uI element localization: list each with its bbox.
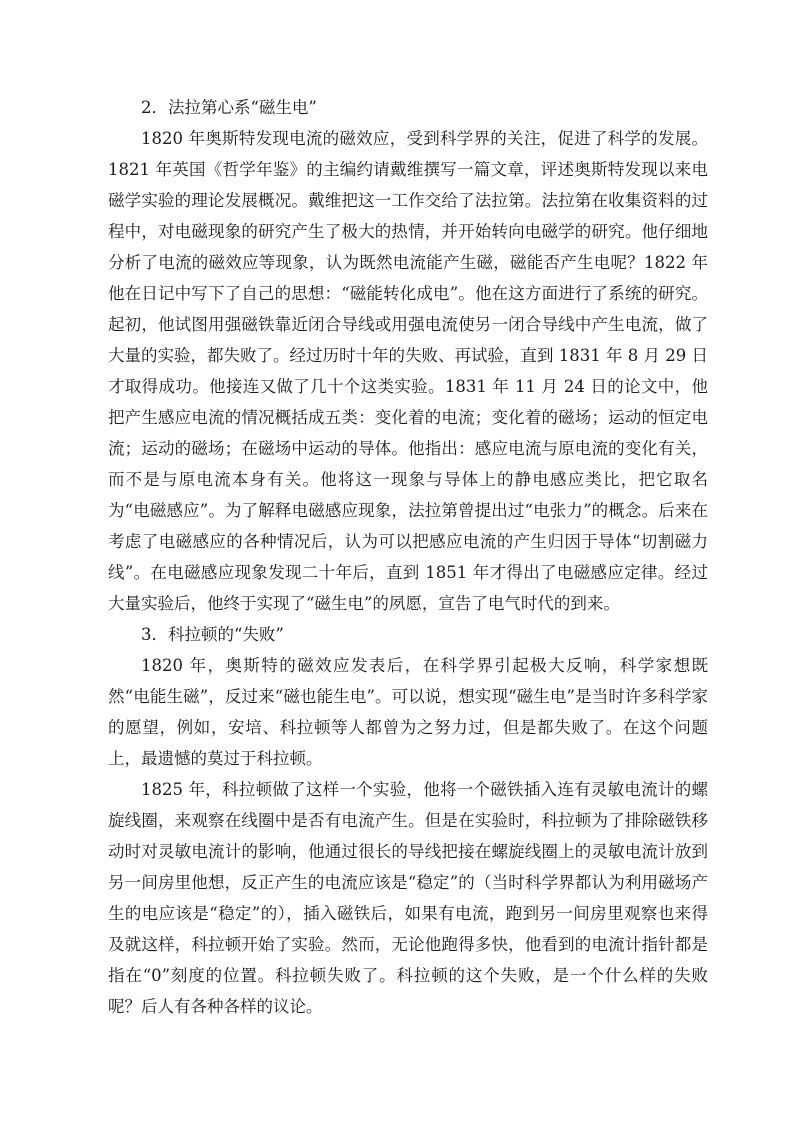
section-3-heading: 3．科拉顿的“失败” [141, 625, 284, 644]
section-2-heading: 2．法拉第心系“磁生电” [141, 98, 317, 117]
section-3-paragraph-2: 1825 年，科拉顿做了这样一个实验，他将一个磁铁插入连有灵敏电流计的螺旋线圈，来观察在线圈中是否有电流产生。但是在实验时，科拉顿为了排除磁铁移动时对灵敏电流计的影响，他通过很长的导线把接在螺旋线圈上的灵敏电流计放到另一间房里他想，反正产生的电流应该是“稳定”的（当时科学界都认为利用磁场产生的电应该是“稳定”的），插入磁铁后，如果有电流，跑到另一间房里观察也来得及就这样，科拉顿开始了实验。然而，无论他跑得多快，他看到的电流计指针都是指在“0”刻度的位置。科拉顿失败了。科拉顿的这个失败，是一个什么样的失败呢？后人有各种各样的议论。 [108, 780, 708, 1016]
section-3-paragraph-1: 1820 年，奥斯特的磁效应发表后，在科学界引起极大反响，科学家想既然“电能生磁”，反过来“磁也能生电”。可以说，想实现“磁生电”是当时许多科学家的愿望，例如，安培、科拉顿等人都曾为之努力过，但是都失败了。在这个问题上，最遗憾的莫过于科拉顿。 [108, 656, 708, 768]
section-2-paragraph: 1820 年奥斯特发现电流的磁效应，受到科学界的关注，促进了科学的发展。1821 年英国《哲学年鉴》的主编约请戴维撰写一篇文章，评述奥斯特发现以来电磁学实验的理论发展概况。戴维把这一工作交给了法拉第。法拉第在收集资料的过程中，对电磁现象的研究产生了极大的热情，并开始转向电磁学的研究。他仔细地分析了电流的磁效应等现象，认为既然电流能产生磁，磁能否产生电呢？1822 年他在日记中写下了自己的思想：“磁能转化成电”。他在这方面进行了系统的研究。起初，他试图用强磁铁靠近闭合导线或用强电流使另一闭合导线中产生电流，做了大量的实验，都失败了。经过历时十年的失败、再试验，直到 1831 年 8 月 29 日才取得成功。他接连又做了几十个这类实验。1831 年 11 月 24 日的论文中，他把产生感应电流的情况概括成五类：变化着的电流；变化着的磁场；运动的恒定电流；运动的磁场；在磁场中运动的导体。他指出：感应电流与原电流的变化有关，而不是与原电流本身有关。他将这一现象与导体上的静电感应类比，把它取名为“电磁感应”。为了解释电磁感应现象，法拉第曾提出过“电张力”的概念。后来在考虑了电磁感应的各种情况后，认为可以把感应电流的产生归因于导体“切割磁力线”。在电磁感应现象发现二十年后，直到 1851 年才得出了电磁感应定律。经过大量实验后，他终于实现了“磁生电”的夙愿，宣告了电气时代的到来。 [108, 129, 708, 613]
document-page [108, 92, 708, 1022]
